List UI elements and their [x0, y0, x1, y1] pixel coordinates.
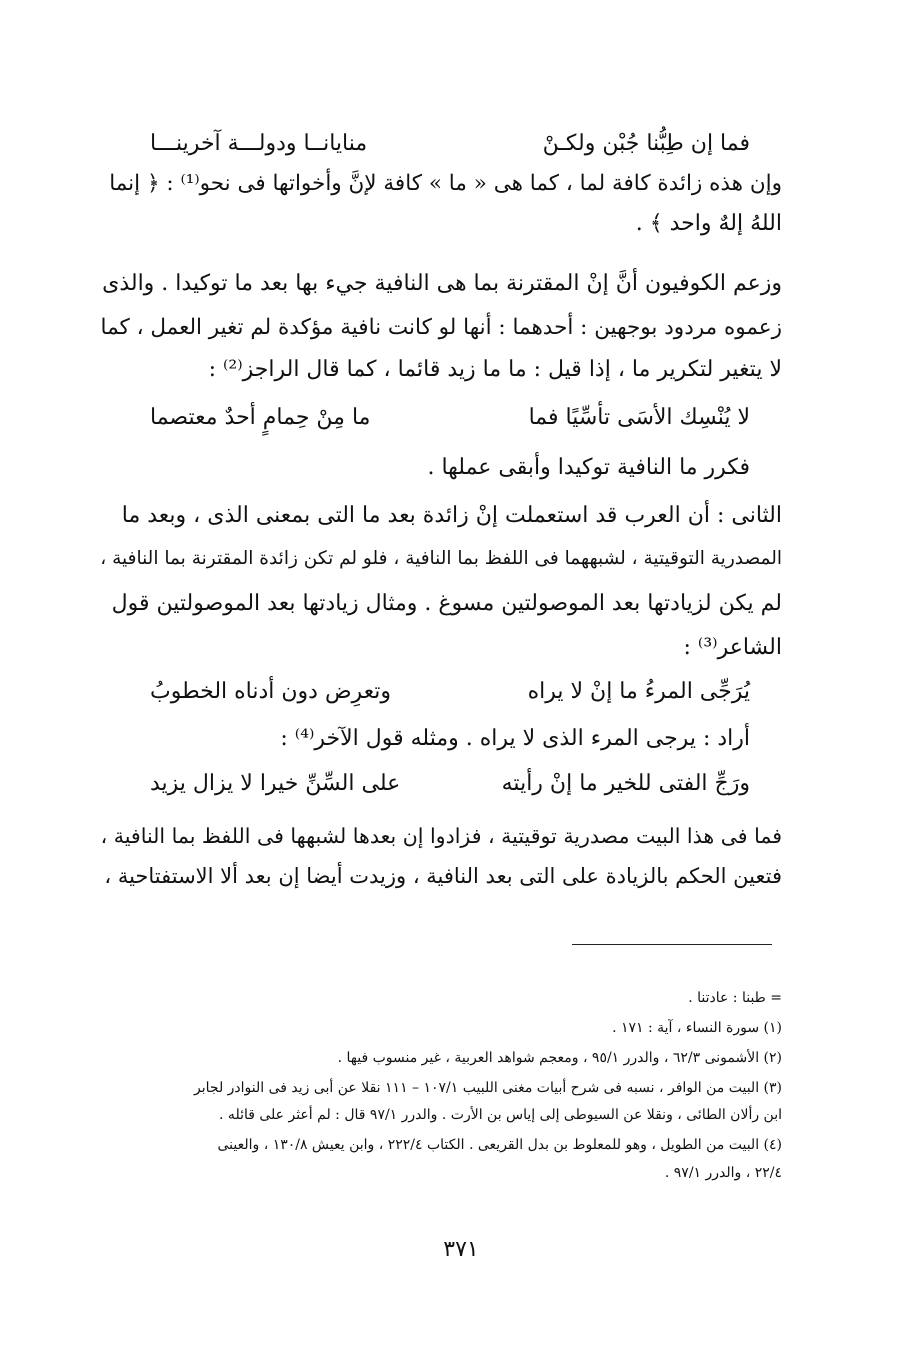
verse-1-second-hemistich: منايانــا ودولـــة آخرينـــا	[150, 131, 368, 156]
verse-1-first-hemistich: فما إن طِبُّنا جُبْن ولكـنْ	[542, 131, 750, 156]
footnote-3: (٣) البيت من الوافر ، نسبه فى شرح أبيات مغنى اللبيب ١٠٧/١ – ١١١ نقلا عن أبى زيد فى النوادر لجابر	[194, 1080, 782, 1096]
text-line: الشاعر⁽³⁾ :	[683, 635, 782, 660]
page-number: ٣٧١	[443, 1237, 479, 1262]
text-line: أراد : يرجى المرء الذى لا يراه . ومثله قول الآخر⁽⁴⁾ :	[280, 726, 750, 751]
footnote-2: (٢) الأشمونى ٦٢/٣ ، والدرر ٩٥/١ ، ومعجم شواهد العربية ، غير منسوب فيها .	[337, 1050, 782, 1066]
text-line: وإن هذه زائدة كافة لما ، كما هى « ما » كافة لإنَّ وأخواتها فى نحو⁽¹⁾ : ﴿ إنما	[109, 171, 782, 196]
text-line: اللهُ إلهٌ واحد ﴾ .	[635, 211, 782, 236]
text-line: زعموه مردود بوجهين : أحدهما : أنها لو كانت نافية مؤكدة لم تغير العمل ، كما	[100, 315, 782, 340]
footnote-4-continued: ٢٢/٤ ، والدرر ٩٧/١ .	[664, 1165, 782, 1181]
verse-2-second-hemistich: ما مِنْ حِمامٍ أحدٌ معتصما	[150, 405, 371, 430]
text-line: لا يتغير لتكرير ما ، إذا قيل : ما ما زيد قائما ، كما قال الراجز⁽²⁾ :	[208, 357, 782, 382]
verse-2-first-hemistich: لا يُنْسِك الأسَى تأسِّيًا فما	[528, 405, 750, 430]
text-line: فكرر ما النافية توكيدا وأبقى عملها .	[427, 455, 750, 480]
text-line: الثانى : أن العرب قد استعملت إنْ زائدة بعد ما التى بمعنى الذى ، وبعد ما	[121, 503, 782, 528]
footnote-divider	[572, 944, 772, 945]
verse-3-second-hemistich: وتعرِض دون أدناه الخطوبُ	[150, 679, 392, 704]
verse-4-first-hemistich: ورَجِّ الفتى للخير ما إنْ رأيته	[501, 771, 750, 796]
text-line: وزعم الكوفيون أنَّ إنْ المقترنة بما هى النافية جيء بها بعد ما توكيدا . والذى	[102, 271, 782, 296]
verse-4-second-hemistich: على السِّنِّ خيرا لا يزال يزيد	[150, 771, 401, 796]
footnote-3-continued: ابن رألان الطائى ، ونقلا عن السيوطى إلى إياس بن الأرت . والدرر ٩٧/١ قال : لم أعثر على قائله .	[219, 1107, 782, 1123]
text-line: فتعين الحكم بالزيادة على التى بعد النافية ، وزيدت أيضا إن بعد ألا الاستفتاحية ،	[104, 864, 782, 888]
footnote-4: (٤) البيت من الطويل ، وهو للمعلوط بن بدل القريعى . الكتاب ٢٢٢/٤ ، وابن يعيش ١٣٠/٨ ، والعينى	[217, 1137, 782, 1153]
text-line: المصدرية التوقيتية ، لشبههما فى اللفظ بما النافية ، فلو لم تكن زائدة المقترنة بما النافية ،	[100, 548, 782, 569]
verse-3-first-hemistich: يُرَجِّى المرءُ ما إنْ لا يراه	[527, 679, 750, 704]
footnote-1: (١) سورة النساء ، آية : ١٧١ .	[612, 1020, 782, 1036]
text-line: لم يكن لزيادتها بعد الموصولتين مسوغ . ومثال زيادتها بعد الموصولتين قول	[111, 591, 782, 616]
text-line: فما فى هذا البيت مصدرية توقيتية ، فزادوا إن بعدها لشبهها فى اللفظ بما النافية ،	[100, 824, 782, 848]
footnote-continuation: = طبنا : عادتنا .	[688, 990, 782, 1006]
